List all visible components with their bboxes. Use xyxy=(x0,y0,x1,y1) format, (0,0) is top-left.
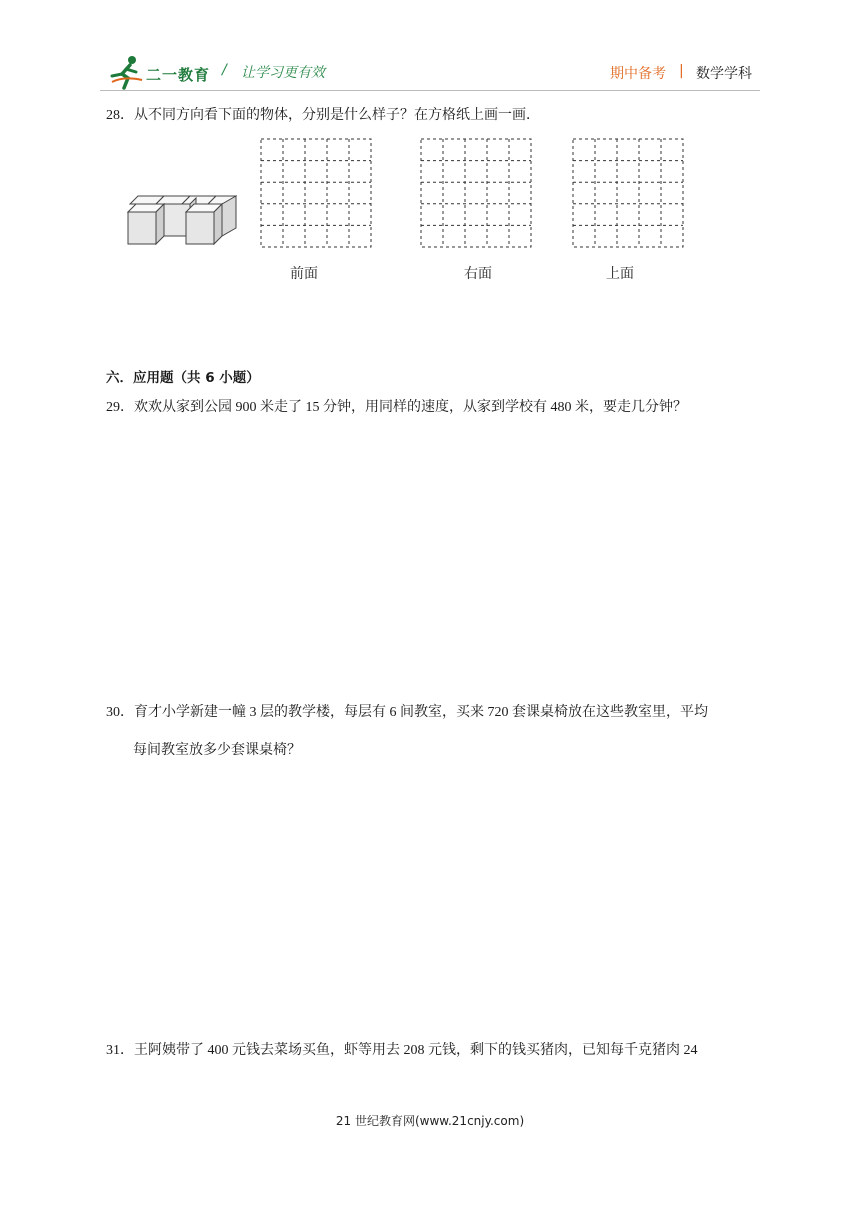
label-front-view: 前面 xyxy=(290,266,318,282)
subject-label: 数学学科 xyxy=(696,66,752,82)
question-31-text: 31．王阿姨带了 400 元钱去菜场买鱼，虾等用去 208 元钱，剩下的钱买猪肉，已知每千克猪肉 24 xyxy=(106,1043,698,1058)
question-28-text: 28．从不同方向看下面的物体，分别是什么样子？在方格纸上画一画． xyxy=(106,108,540,123)
runner-logo-icon xyxy=(106,52,146,92)
question-30-line-2: 每间教室放多少套课桌椅？ xyxy=(133,743,301,758)
cube-figure xyxy=(124,192,240,248)
brand-name: 二一教育 xyxy=(146,66,211,84)
grid-front xyxy=(260,138,372,248)
label-right-view: 右面 xyxy=(464,266,492,282)
label-top-view: 上面 xyxy=(606,266,634,282)
exam-label: 期中备考 xyxy=(610,66,666,82)
brand-slogan: 让学习更有效 xyxy=(241,65,325,81)
page-footer: 21 世纪教育网(www.21cnjy.com) xyxy=(335,1114,525,1128)
header-slash: / xyxy=(222,62,227,78)
section-6-title: 六．应用题（共 6 小题） xyxy=(106,370,260,386)
question-30-line-1: 30．育才小学新建一幢 3 层的教学楼，每层有 6 间教室，买来 720 套课桌椅放在这些教室里，平均 xyxy=(106,705,708,720)
grid-top xyxy=(572,138,684,248)
grid-right xyxy=(420,138,532,248)
question-29-text: 29．欢欢从家到公园 900 米走了 15 分钟，用同样的速度，从家到学校有 480 米，要走几分钟？ xyxy=(106,400,687,415)
header-separator: | xyxy=(679,63,684,79)
header-divider xyxy=(100,90,760,91)
